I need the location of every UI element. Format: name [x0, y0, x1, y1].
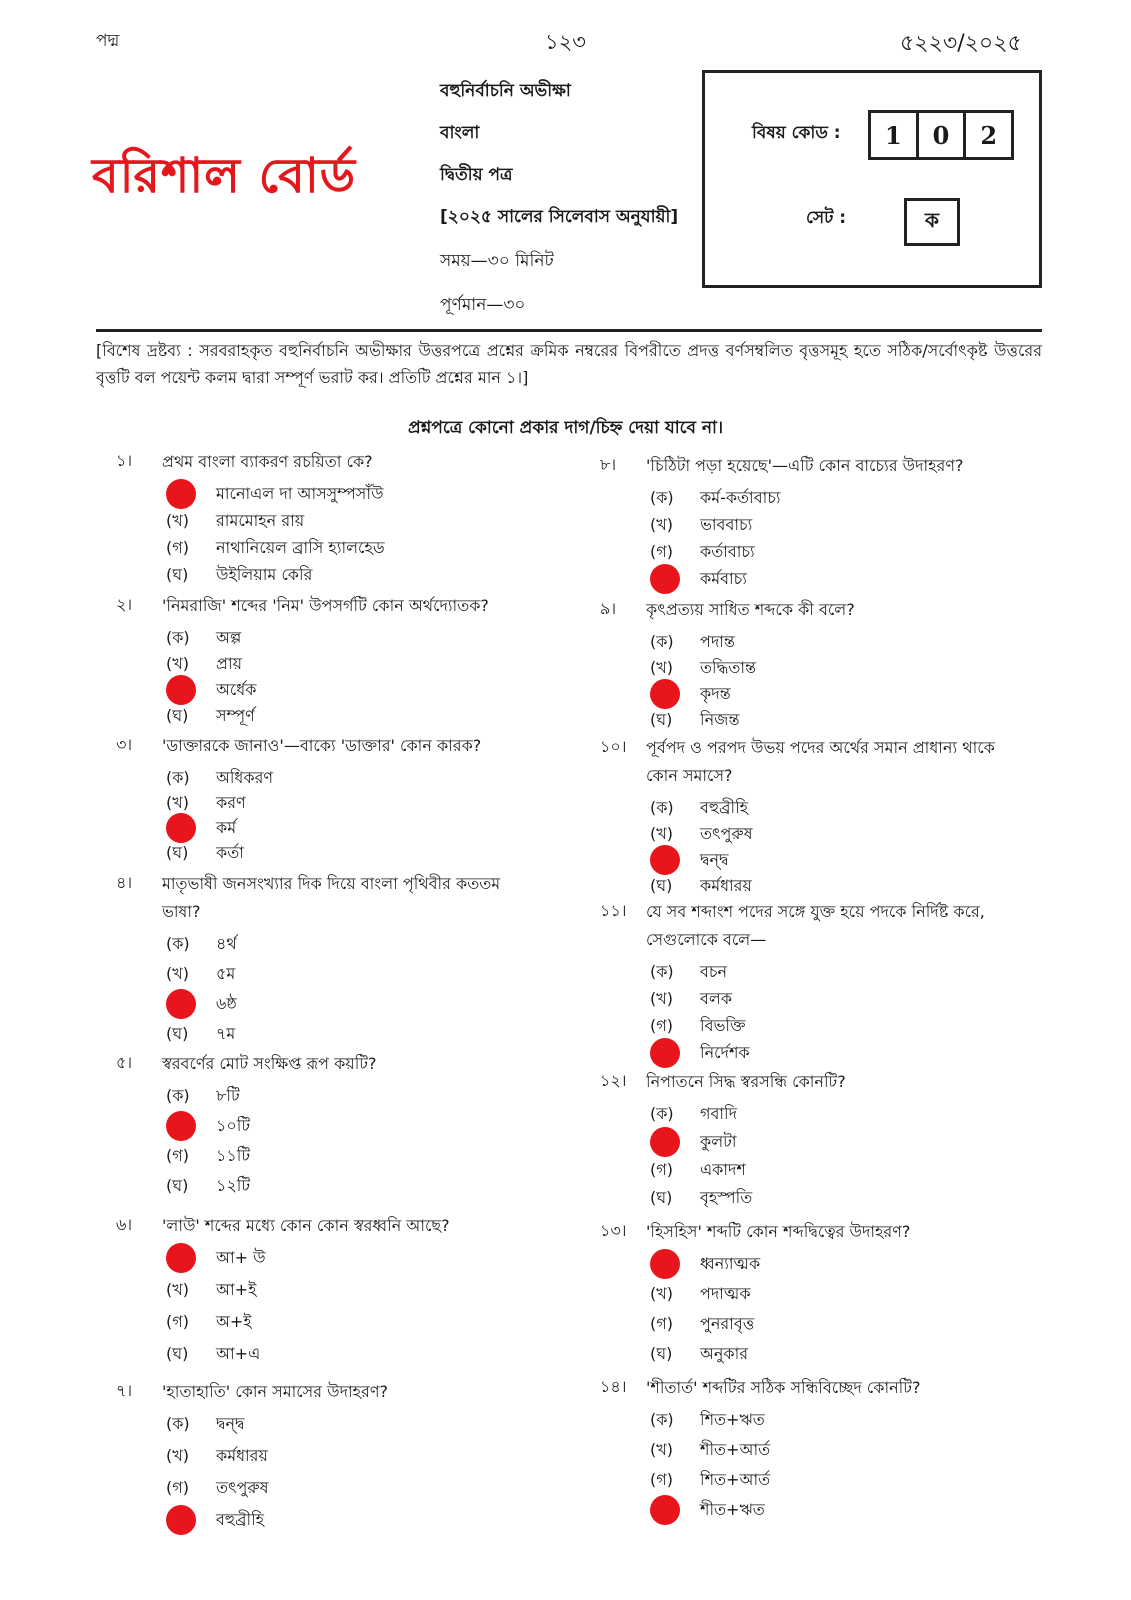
- option-text: গবাদি: [700, 1103, 738, 1123]
- answer-option[interactable]: [650, 654, 756, 682]
- answer-option[interactable]: [650, 958, 727, 986]
- answer-option[interactable]: [650, 1128, 736, 1156]
- warning: প্রশ্নপত্রে কোনো প্রকার দাগ/চিহ্ন দেয়া যাবে না।: [407, 418, 724, 438]
- option-label: (ঘ): [650, 875, 673, 895]
- code-panel: [702, 70, 1042, 288]
- question-text: মাতৃভাষী জনসংখ্যার দিক দিয়ে বাংলা পৃথিবীর কততম ভাষা?: [162, 874, 501, 921]
- option-label: (ঘ): [166, 564, 189, 584]
- answer-option[interactable]: [166, 930, 237, 958]
- option-label: (খ): [650, 823, 673, 843]
- question-number: ১।: [116, 451, 133, 470]
- option-text: একাদশ: [700, 1159, 746, 1179]
- answer-option[interactable]: [166, 702, 255, 730]
- answer-option[interactable]: [166, 1410, 245, 1438]
- question-text: 'হিসহিস' শব্দটি কোন শব্দদ্বিত্বের উদাহরণ?: [646, 1222, 911, 1241]
- answer-option[interactable]: [650, 1156, 746, 1184]
- question-text: পূর্বপদ ও পরপদ উভয় পদের অর্থের সমান প্রাধান্য থাকে কোন সমাসে?: [646, 738, 995, 785]
- answer-option[interactable]: [166, 1112, 250, 1140]
- answer-option[interactable]: [650, 1310, 754, 1338]
- question-number: ১১।: [600, 901, 627, 920]
- option-label: (ক): [650, 961, 674, 981]
- option-label: (ক): [650, 797, 674, 817]
- answer-option[interactable]: [650, 1184, 752, 1212]
- option-label: (ঘ): [650, 709, 673, 729]
- answer-option[interactable]: [166, 960, 235, 988]
- option-label: (ক): [650, 1409, 674, 1429]
- option-label: (গ): [650, 1159, 673, 1179]
- option-text: শীত+ঋত: [700, 1499, 765, 1519]
- filled-answer-bubble: [166, 1111, 196, 1141]
- answer-option[interactable]: [166, 814, 236, 842]
- option-text: দ্বন্দ্ব: [700, 849, 729, 869]
- option-text: ১০টি: [216, 1115, 251, 1135]
- question-text: 'চিঠিটা পড়া হয়েছে'—এটি কোন বাচ্যের উদাহরণ?: [646, 456, 964, 475]
- option-label: (খ): [650, 1283, 673, 1303]
- option-text: মানোএল দা আসসুম্পসাঁউ: [216, 483, 384, 503]
- answer-option[interactable]: [166, 624, 241, 652]
- full-marks: পূর্ণমান—৩০: [440, 295, 526, 315]
- option-label: (ঘ): [650, 1187, 673, 1207]
- answer-option[interactable]: [166, 480, 383, 508]
- option-text: কর্তাবাচ্য: [700, 541, 755, 561]
- answer-option[interactable]: [650, 1012, 746, 1040]
- option-text: ৮টি: [216, 1085, 240, 1105]
- question-number: ৩।: [116, 735, 133, 754]
- header-left-mark: পদ্ম: [96, 31, 120, 51]
- answer-option[interactable]: [650, 1340, 748, 1368]
- option-text: নিজন্ত: [700, 709, 740, 729]
- option-text: শীত+আর্ত: [700, 1439, 771, 1459]
- answer-option[interactable]: [650, 1100, 737, 1128]
- option-text: অল্প: [216, 627, 242, 647]
- option-text: তৎপুরুষ: [700, 823, 753, 843]
- option-label: (ক): [166, 1085, 190, 1105]
- option-text: কর্ম: [216, 817, 237, 837]
- option-text: নাথানিয়েল ব্রাসি হ্যালহেড: [216, 537, 385, 557]
- answer-option[interactable]: [166, 534, 385, 562]
- filled-answer-bubble: [166, 1243, 196, 1273]
- question-number: ৮।: [600, 455, 617, 474]
- answer-option[interactable]: [166, 764, 273, 792]
- option-label: (ঘ): [166, 1343, 189, 1363]
- answer-option[interactable]: [166, 676, 256, 704]
- option-text: ১১টি: [216, 1145, 251, 1165]
- question-text: 'শীতার্ত' শব্দটির সঠিক সন্ধিবিচ্ছেদ কোনটি?: [646, 1378, 921, 1397]
- question-number: ৬।: [116, 1215, 133, 1234]
- option-label: (ঘ): [166, 1175, 189, 1195]
- option-text: অ+ই: [216, 1311, 252, 1331]
- board-title: বরিশাল বোর্ড: [92, 148, 357, 204]
- answer-option[interactable]: [650, 511, 752, 539]
- answer-option[interactable]: [166, 1308, 252, 1336]
- option-text: আ+ই: [216, 1279, 257, 1299]
- option-text: ৭ম: [216, 1023, 236, 1043]
- answer-option[interactable]: [166, 1506, 264, 1534]
- answer-option[interactable]: [650, 1039, 750, 1067]
- option-text: প্রায়: [216, 653, 243, 673]
- option-text: কৃদন্ত: [700, 683, 731, 703]
- question-text: 'ডাক্তারকে জানাও'—বাক্যে 'ডাক্তার' কোন কারক?: [162, 736, 482, 755]
- answer-option[interactable]: [650, 1250, 760, 1278]
- filled-answer-bubble: [650, 1127, 680, 1157]
- answer-option[interactable]: [166, 1340, 260, 1368]
- option-text: অধিকরণ: [216, 767, 274, 787]
- question-number: ১৩।: [600, 1221, 627, 1240]
- option-text: পদান্ত: [700, 631, 735, 651]
- question-number: ৭।: [116, 1381, 133, 1400]
- question-text: স্বরবর্ণের মোট সংক্ষিপ্ত রূপ কয়টি?: [162, 1054, 377, 1073]
- answer-option[interactable]: [166, 990, 237, 1018]
- option-label: (খ): [166, 1445, 189, 1465]
- subject: বাংলা: [440, 123, 480, 143]
- option-label: (খ): [650, 514, 673, 534]
- option-text: রামমোহন রায়: [216, 510, 305, 530]
- question-number: ৪।: [116, 873, 133, 892]
- answer-option[interactable]: [650, 1280, 751, 1308]
- option-label: (খ): [650, 657, 673, 677]
- option-label: (খ): [650, 988, 673, 1008]
- answer-option[interactable]: [650, 820, 753, 848]
- option-text: ৪র্থ: [216, 933, 237, 953]
- option-text: তদ্ধিতান্ত: [700, 657, 756, 677]
- filled-answer-bubble: [650, 1495, 680, 1525]
- option-text: করণ: [216, 792, 246, 812]
- answer-option[interactable]: [166, 1442, 268, 1470]
- option-label: (খ): [166, 1279, 189, 1299]
- question-number: ১০।: [600, 737, 627, 756]
- option-text: সম্পূর্ণ: [216, 705, 255, 725]
- option-label: (ক): [166, 627, 190, 647]
- question-number: ৯।: [600, 599, 617, 618]
- option-text: বিভক্তি: [700, 1015, 746, 1035]
- option-label: (ক): [650, 631, 674, 651]
- option-label: (ঘ): [166, 842, 189, 862]
- option-label: (খ): [166, 653, 189, 673]
- question-text: 'নিমরাজি' শব্দের 'নিম' উপসর্গটি কোন অর্থদ্যোতক?: [162, 596, 489, 615]
- option-label: (গ): [166, 1477, 189, 1497]
- option-label: (গ): [650, 1469, 673, 1489]
- page-number: ১২৩: [545, 30, 586, 54]
- question-number: ৫।: [116, 1053, 133, 1072]
- filled-answer-bubble: [650, 679, 680, 709]
- question-text: প্রথম বাংলা ব্যাকরণ রচয়িতা কে?: [162, 452, 373, 471]
- filled-answer-bubble: [650, 845, 680, 875]
- option-text: উইলিয়াম কেরি: [216, 564, 313, 584]
- answer-option[interactable]: [650, 872, 752, 900]
- answer-option[interactable]: [166, 1082, 240, 1110]
- filled-answer-bubble: [650, 1038, 680, 1068]
- option-text: অর্ধেক: [216, 679, 257, 699]
- option-text: বৃহস্পতি: [700, 1187, 753, 1207]
- option-label: (ঘ): [166, 705, 189, 725]
- answer-option[interactable]: [650, 985, 732, 1013]
- exam-type: বহুনির্বাচনি অভীক্ষা: [440, 81, 571, 101]
- answer-option[interactable]: [166, 650, 242, 678]
- option-label: (গ): [650, 1015, 673, 1035]
- code-year: ৫২২৩/২০২৫: [900, 31, 1022, 56]
- answer-option[interactable]: [650, 484, 781, 512]
- divider: [96, 329, 1042, 332]
- option-text: ৫ম: [216, 963, 236, 983]
- filled-answer-bubble: [650, 1249, 680, 1279]
- option-text: ১২টি: [216, 1175, 251, 1195]
- answer-option[interactable]: [650, 846, 729, 874]
- option-text: কর্তা: [216, 842, 244, 862]
- option-label: (খ): [650, 1439, 673, 1459]
- question-text: নিপাতনে সিদ্ধ স্বরসন্ধি কোনটি?: [646, 1072, 846, 1091]
- filled-answer-bubble: [650, 564, 680, 594]
- filled-answer-bubble: [166, 1505, 196, 1535]
- question-text: যে সব শব্দাংশ পদের সঙ্গে যুক্ত হয়ে পদকে নির্দিষ্ট করে, সেগুলোকে বলে—: [646, 902, 985, 949]
- subject-code-box: [868, 110, 1014, 160]
- option-text: কর্মধারয়: [700, 875, 752, 895]
- option-text: আ+এ: [216, 1343, 261, 1363]
- option-label: (গ): [166, 537, 189, 557]
- option-label: (ঘ): [650, 1343, 673, 1363]
- answer-option[interactable]: [650, 1466, 770, 1494]
- answer-option[interactable]: [166, 1020, 235, 1048]
- option-label: (গ): [166, 1311, 189, 1331]
- instructions: [বিশেষ দ্রষ্টব্য : সরবরাহকৃত বহুনির্বাচনি অভীক্ষার উত্তরপত্রে প্রশ্নের ক্রমিক নম্বরের বিপরীতে প্রদত্ত বর্ণসম্বলিত বৃত্তসমূহ হতে সঠিক/সর্বোৎকৃষ্ট উত্তরের বৃত্তটি বল পয়েন্ট কলম দ্বারা সম্পূর্ণ ভরাট কর। প্রতিটি প্রশ্নের মান ১।]: [96, 341, 1042, 387]
- filled-answer-bubble: [166, 479, 196, 509]
- option-text: কুলটা: [700, 1131, 737, 1151]
- option-text: ৬ষ্ঠ: [216, 993, 237, 1013]
- answer-option[interactable]: [650, 628, 735, 656]
- answer-option[interactable]: [650, 794, 748, 822]
- answer-option[interactable]: [650, 680, 731, 708]
- option-label: (গ): [650, 1313, 673, 1333]
- option-text: নির্দেশক: [700, 1042, 750, 1062]
- option-text: কর্মবাচ্য: [700, 568, 747, 588]
- time-limit: সময়—৩০ মিনিট: [440, 251, 554, 271]
- question-text: 'হাতাহাতি' কোন সমাসের উদাহরণ?: [162, 1382, 389, 1401]
- code-digit: 1: [871, 113, 919, 157]
- subject-code-label: বিষয় কোড :: [752, 123, 841, 143]
- answer-option[interactable]: [650, 1436, 770, 1464]
- option-text: পদাত্মক: [700, 1283, 751, 1303]
- option-text: ধ্বন্যাত্মক: [700, 1253, 761, 1273]
- answer-option[interactable]: [650, 1496, 765, 1524]
- option-label: (ক): [650, 487, 674, 507]
- option-label: (গ): [166, 1145, 189, 1165]
- option-text: কর্ম-কর্তাবাচ্য: [700, 487, 781, 507]
- question-number: ২।: [116, 595, 133, 614]
- answer-option[interactable]: [166, 1172, 250, 1200]
- answer-option[interactable]: [166, 1244, 266, 1272]
- answer-option[interactable]: [166, 1142, 250, 1170]
- option-label: (ঘ): [166, 1023, 189, 1043]
- option-label: (খ): [166, 792, 189, 812]
- option-label: (ক): [166, 767, 190, 787]
- filled-answer-bubble: [166, 675, 196, 705]
- question-text: কৃৎপ্রত্যয় সাধিত শব্দকে কী বলে?: [646, 600, 855, 619]
- paper: দ্বিতীয় পত্র: [440, 165, 513, 185]
- set-value-box: ক: [904, 198, 960, 246]
- question-number: ১২।: [600, 1071, 627, 1090]
- option-label: (ক): [166, 933, 190, 953]
- answer-option[interactable]: [166, 839, 244, 867]
- option-text: বহুব্রীহি: [700, 797, 749, 817]
- option-label: (খ): [166, 963, 189, 983]
- answer-option[interactable]: [650, 706, 739, 734]
- answer-option[interactable]: [166, 561, 312, 589]
- option-text: তৎপুরুষ: [216, 1477, 269, 1497]
- option-text: কর্মধারয়: [216, 1445, 268, 1465]
- option-text: বচন: [700, 961, 728, 981]
- option-label: (গ): [650, 541, 673, 561]
- answer-option[interactable]: [166, 507, 304, 535]
- answer-option[interactable]: [650, 565, 747, 593]
- option-label: (খ): [166, 510, 189, 530]
- syllabus-note: [২০২৫ সালের সিলেবাস অনুযায়ী]: [440, 207, 679, 227]
- code-digit: 2: [980, 120, 998, 150]
- option-text: শিত+ঋত: [700, 1409, 765, 1429]
- option-text: অনুকার: [700, 1343, 749, 1363]
- option-label: (ক): [166, 1413, 190, 1433]
- option-text: বলক: [700, 988, 733, 1008]
- set-label: সেট :: [806, 208, 847, 228]
- answer-option[interactable]: [166, 1276, 256, 1304]
- option-text: শিত+আর্ত: [700, 1469, 771, 1489]
- question-text: 'লাউ' শব্দের মধ্যে কোন কোন স্বরধ্বনি আছে?: [162, 1216, 450, 1235]
- option-text: আ+ উ: [216, 1247, 266, 1267]
- option-text: ভাববাচ্য: [700, 514, 753, 534]
- question-number: ১৪।: [600, 1377, 627, 1396]
- option-text: পুনরাবৃত্ত: [700, 1313, 755, 1333]
- code-digit: 0: [919, 113, 967, 157]
- filled-answer-bubble: [166, 989, 196, 1019]
- answer-option[interactable]: [650, 1406, 765, 1434]
- option-text: দ্বন্দ্ব: [216, 1413, 245, 1433]
- option-text: বহুব্রীহি: [216, 1509, 265, 1529]
- option-label: (ক): [650, 1103, 674, 1123]
- answer-option[interactable]: [166, 1474, 269, 1502]
- answer-option[interactable]: [650, 538, 755, 566]
